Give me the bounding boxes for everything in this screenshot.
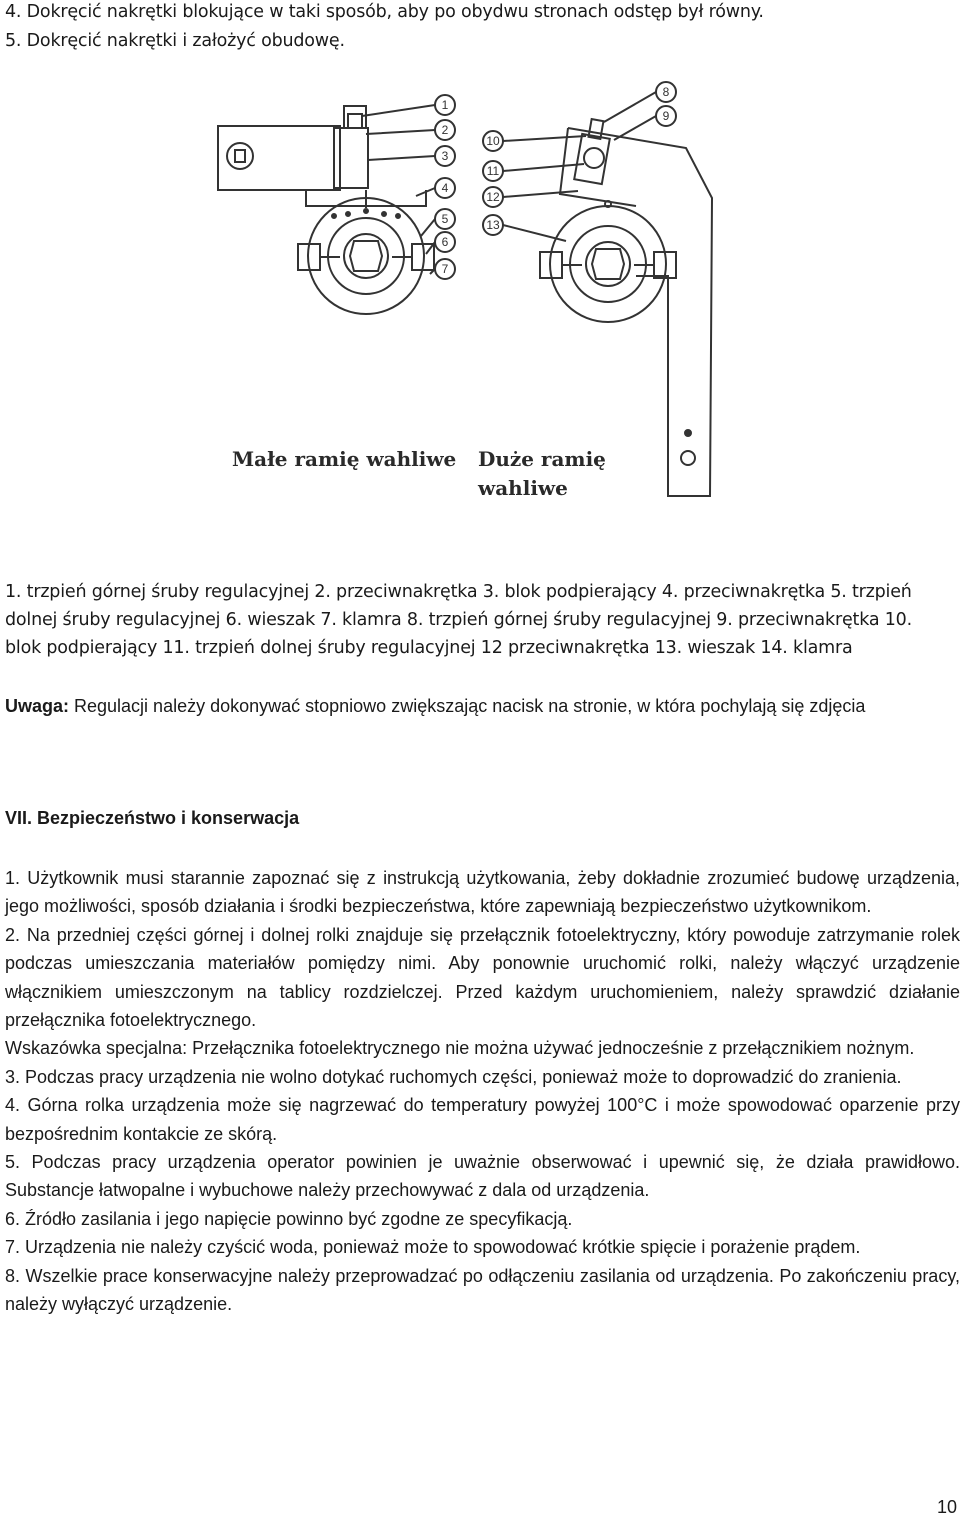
note-label: Uwaga: [5,696,70,716]
paragraph-3: 3. Podczas pracy urządzenia nie wolno dotykać ruchomych części, ponieważ może to doprowadzić do zranienia. [5,1066,902,1087]
slack-adjuster-figure [216,76,746,506]
callout-7: 7 [441,262,449,276]
large-arm-caption-line2: wahliwe [478,476,568,500]
parts-legend: 1. trzpień górnej śruby regulacyjnej 2. przeciwnakrętka 3. blok podpierający 4. przeciwnakrętka 5. trzpień dolnej śruby regulacyjnej 6. wieszak 7. klamra 8. trzpień górnej śruby regulacyjnej 9. przeciwnakrętka 10. blok podpierający 11. trzpień dolnej śruby regulacyjnej 12 przeciwnakrętka 13. wieszak 14. klamra [5,582,912,658]
adjustment-note [5,690,945,723]
instruction-step-4: 4. Dokręcić nakrętki blokujące w taki sposób, aby po obydwu stronach odstęp był równy. [5,2,764,22]
large-arm-caption-line1: Duże ramię [478,447,606,471]
callout-10: 10 [486,134,500,148]
page-number: 10 [936,1497,957,1517]
paragraph-8: 8. Wszelkie prace konserwacyjne należy przeprowadzać po odłączeniu zasilania od urządzenia. Po zakończeniu pracy, należy wyłączyć urządzenie. [5,1265,960,1315]
small-arm-caption: Małe ramię wahliwe [232,447,457,471]
callout-5: 5 [441,212,449,226]
callout-4: 4 [441,181,449,195]
paragraph-2: 2. Na przedniej części górnej i dolnej rolki znajduje się przełącznik fotoelektryczny, który powoduje zatrzymanie rolek podczas umieszczania materiałów pomiędzy nimi. Aby ponownie uruchomić rolki, należy włączyć urządzenie włącznikiem umieszczonym na tablicy rozdzielczej. Przed każdym uruchomieniem, należy sprawdzić działanie przełącznika fotoelektrycznego. [5,924,960,1031]
callout-6: 6 [441,235,449,249]
safety-paragraphs [5,864,960,1319]
small-arm-top-block [218,126,340,190]
paragraph-7: 7. Urządzenia nie należy czyścić woda, ponieważ może to spowodować krótkie spięcie i porażenie prądem. [5,1237,861,1258]
callout-2: 2 [441,123,449,137]
callout-1: 1 [441,98,449,112]
paragraph-1: 1. Użytkownik musi starannie zapoznać się z instrukcją użytkowania, żeby dokładnie zrozumieć budowę urządzenia, jego możliwości, sposób działania i środki bezpieczeństwa, które zapewniają bezpieczeństwo użytkownikom. [5,868,960,917]
paragraph-6: 6. Źródło zasilania i jego napięcie powinno być zgodne ze specyfikacją. [5,1208,573,1229]
section-title: VII. Bezpieczeństwo i konserwacja [5,808,300,828]
paragraph-4: 4. Górna rolka urządzenia może się nagrzewać do temperatury powyżej 100°C i może spowodować oparzenie przy bezpośrednim kontakcie ze skórą. [5,1095,960,1144]
paragraph-tip: Wskazówka specjalna: Przełącznika fotoelektrycznego nie można używać jednocześnie z przełącznikiem nożnym. [5,1038,915,1059]
callout-9: 9 [662,109,670,123]
note-text: Regulacji należy dokonywać stopniowo zwiększając nacisk na stronie, w która pochylają się zdjęcia [69,696,866,716]
callout-8: 8 [662,85,670,99]
callout-12: 12 [486,190,500,204]
instruction-step-5: 5. Dokręcić nakrętki i założyć obudowę. [5,31,345,51]
callout-11: 11 [486,164,500,178]
paragraph-5: 5. Podczas pracy urządzenia operator powinien je uważnie obserwować i upewnić się, że działa prawidłowo. Substancje łatwopalne i wybuchowe należy przechowywać z dala od urządzenia. [5,1152,960,1201]
callout-3: 3 [441,149,449,163]
callout-13: 13 [486,218,500,232]
slack-adjuster-diagram [216,76,746,506]
